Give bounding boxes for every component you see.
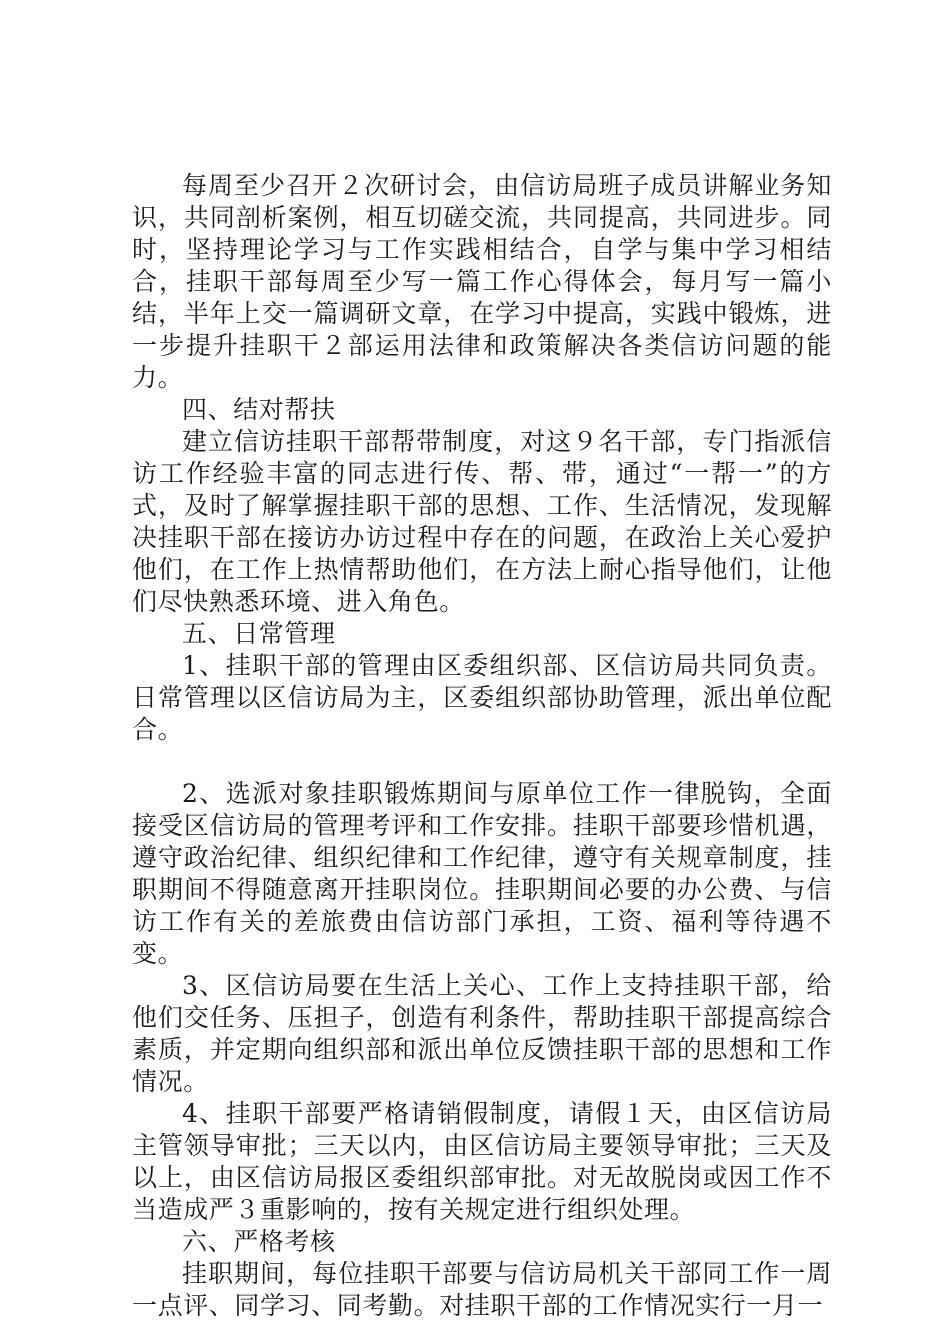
heading-pairing-support: 四、结对帮扶 (182, 395, 336, 424)
paragraph-mentoring: 建立信访挂职干部帮带制度，对这９名干部，专门指派信访工作经验丰富的同志进行传、帮、带，通过“一帮一”的方式，及时了解掌握挂职干部的思想、工作、生活情况，发现解决挂职干部在接访办访过程中存在的问题，在政治上关心爱护他们，在工作上热情帮助他们，在方法上耐心指导他们，让他们尽快熟悉环境、进入角色。 (132, 427, 832, 616)
heading-daily-management: 五、日常管理 (182, 619, 336, 648)
paragraph-management-2: 2、选派对象挂职锻炼期间与原单位工作一律脱钩，全面接受区信访局的管理考评和工作安排。挂职干部要珍惜机遇，遵守政治纪律、组织纪律和工作纪律，遵守有关规章制度，挂职期间不得随意离开挂职岗位。挂职期间必要的办公费、与信访工作有关的差旅费由信访部门承担，工资、福利等待遇不变。 (132, 779, 832, 968)
document-body (132, 170, 832, 1322)
heading-strict-assessment: 六、严格考核 (182, 1227, 336, 1256)
paragraph-study: 每周至少召开２次研讨会，由信访局班子成员讲解业务知识，共同剖析案例，相互切磋交流，共同提高，共同进步。同时，坚持理论学习与工作实践相结合，自学与集中学习相结合，挂职干部每周至少写一篇工作心得体会，每月写一篇小结，半年上交一篇调研文章，在学习中提高，实践中锻炼，进一步提升挂职干２部运用法律和政策解决各类信访问题的能力。 (132, 171, 832, 392)
paragraph-management-4: 4、挂职干部要严格请销假制度，请假１天，由区信访局主管领导审批；三天以内，由区信访局主要领导审批；三天及以上，由区信访局报区委组织部审批。对无故脱岗或因工作不当造成严３重影响的，按有关规定进行组织处理。 (132, 1099, 832, 1224)
paragraph-management-3: 3、区信访局要在生活上关心、工作上支持挂职干部，给他们交任务、压担子，创造有利条件，帮助挂职干部提高综合素质，并定期向组织部和派出单位反馈挂职干部的思想和工作情况。 (132, 971, 832, 1096)
paragraph-management-1: 1、挂职干部的管理由区委组织部、区信访局共同负责。日常管理以区信访局为主，区委组织部协助管理，派出单位配合。 (132, 651, 832, 744)
paragraph-assessment: 挂职期间，每位挂职干部要与信访局机关干部同工作一周一点评、同学习、同考勤。对挂职干部的工作情况实行一月一 (132, 1259, 832, 1320)
